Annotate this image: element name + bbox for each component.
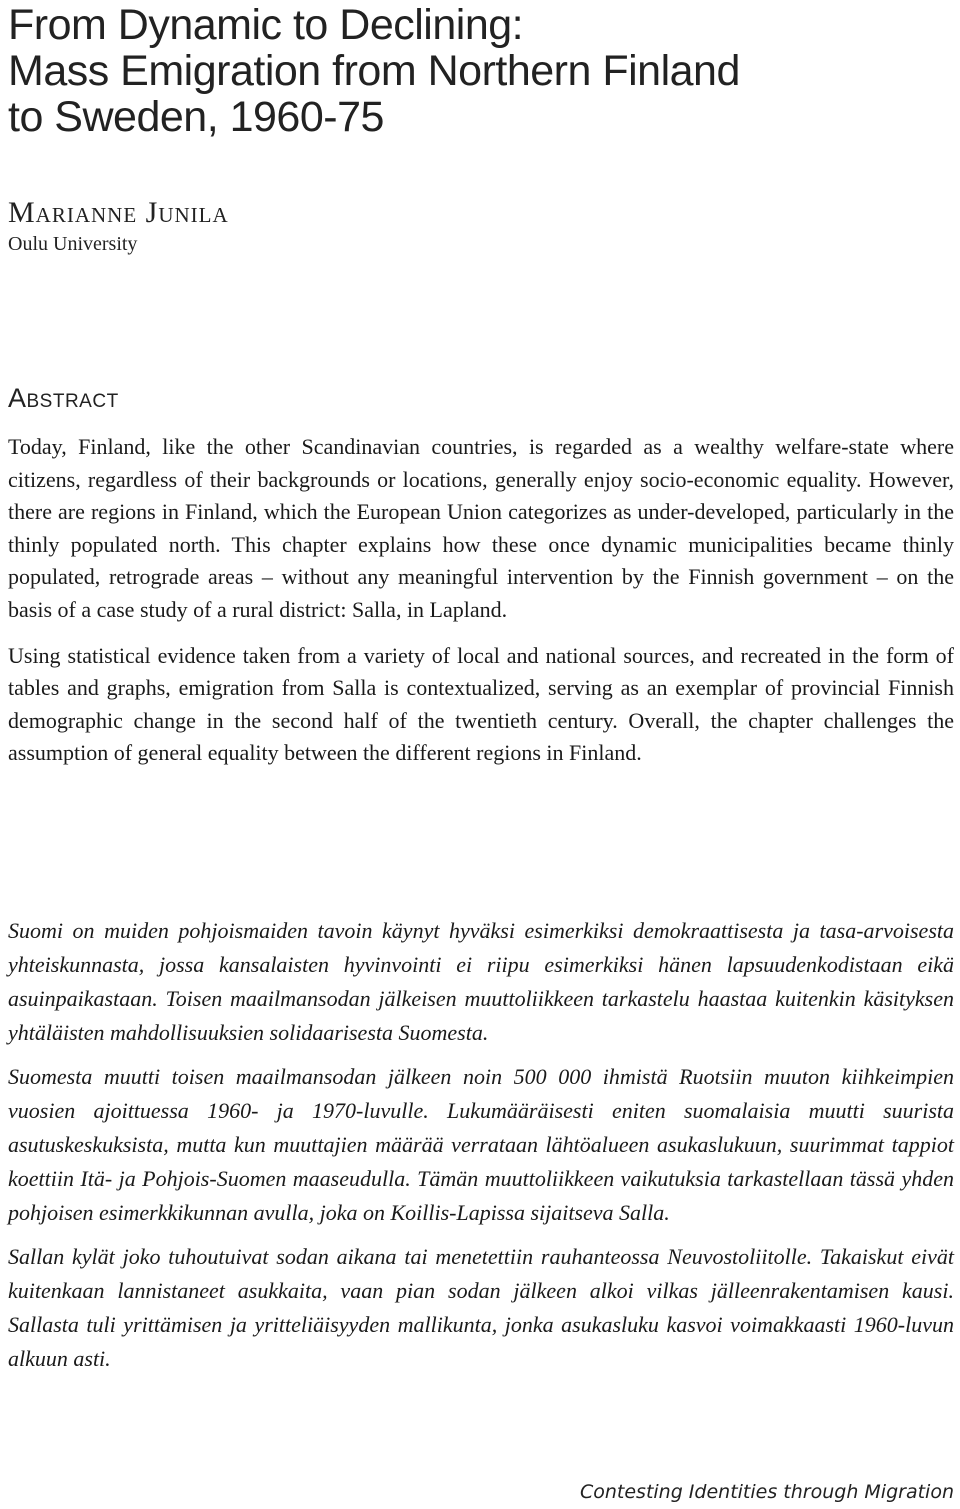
finnish-paragraph: Suomi on muiden pohjoismaiden tavoin käynyt hyväksi esimerkiksi demokraattisesta ja tasa-arvoisesta yhteiskunnasta, jossa kansalaisten hyvinvointi ei riipu esimerkiksi hänen lapsuudenkodistaan eikä asuinpaikastaan. Toisen maailmansodan jälkeisen muuttoliikkeen tarkastelu haastaa kuitenkin käsityksen yhtäläisten mahdollisuuksien solidaarisesta Suomesta. bbox=[8, 918, 954, 1045]
finnish-paragraph: Sallan kylät joko tuhoutuivat sodan aikana tai menetettiin rauhanteossa Neuvostoliitolle. Takaiskut eivät kuitenkaan lannistaneet asukkaita, vaan pian sodan jälkeen alkoi vilkas jälleenrakentamisen kausi. Sallasta tuli yrittämisen ja yritteliäisyyden mallikunta, jonka asukasluku kasvoi voimakkaasti 1960-luvun alkuun asti. bbox=[8, 1244, 954, 1371]
chapter-title bbox=[8, 2, 954, 140]
running-footer: Contesting Identities through Migration bbox=[579, 1481, 954, 1503]
finnish-paragraph: Suomesta muutti toisen maailmansodan jälkeen noin 500 000 ihmistä Ruotsiin muuton kiihkeimpien vuosien ajoittuessa 1960- ja 1970-luvulle. Lukumääräisesti eniten suomalaisia muutti suurista asutuskeskuksista, mutta kun muuttajien määrää verrataan lähtöalueen asukaslukuun, suurimmat tappiot koettiin Itä- ja Pohjois-Suomen maaseudulla. Tämän muuttoliikkeen vaikutuksia tarkastellaan tässä yhden pohjoisen esimerkkikunnan avulla, joka on Koillis-Lapissa sijaitseva Salla. bbox=[8, 1064, 954, 1225]
finnish-summary bbox=[8, 914, 954, 1386]
author-affiliation: Oulu University bbox=[8, 233, 138, 255]
abstract-paragraph: Today, Finland, like the other Scandinavian countries, is regarded as a wealthy welfare-state where citizens, regardless of their backgrounds or locations, generally enjoy socio-economic equality. However, there are regions in Finland, which the European Union categorizes as under-developed, particularly in the thinly populated north. This chapter explains how these once dynamic municipalities became thinly populated, retrograde areas – without any meaningful intervention by the Finnish government – on the basis of a case study of a rural district: Salla, in Lapland. bbox=[8, 434, 954, 622]
abstract-body bbox=[8, 431, 954, 783]
author-name: Marianne Junila bbox=[8, 196, 229, 229]
title-line: to Sweden, 1960-75 bbox=[8, 93, 384, 141]
abstract-paragraph: Using statistical evidence taken from a variety of local and national sources, and recreated in the form of tables and graphs, emigration from Salla is contextualized, serving as an exemplar of provincial Finnish demographic change in the second half of the twentieth century. Overall, the chapter challenges the assumption of general equality between the different regions in Finland. bbox=[8, 642, 954, 766]
abstract-heading: Abstract bbox=[8, 383, 119, 413]
title-line: Mass Emigration from Northern Finland bbox=[8, 47, 740, 95]
title-line: From Dynamic to Declining: bbox=[8, 1, 524, 49]
